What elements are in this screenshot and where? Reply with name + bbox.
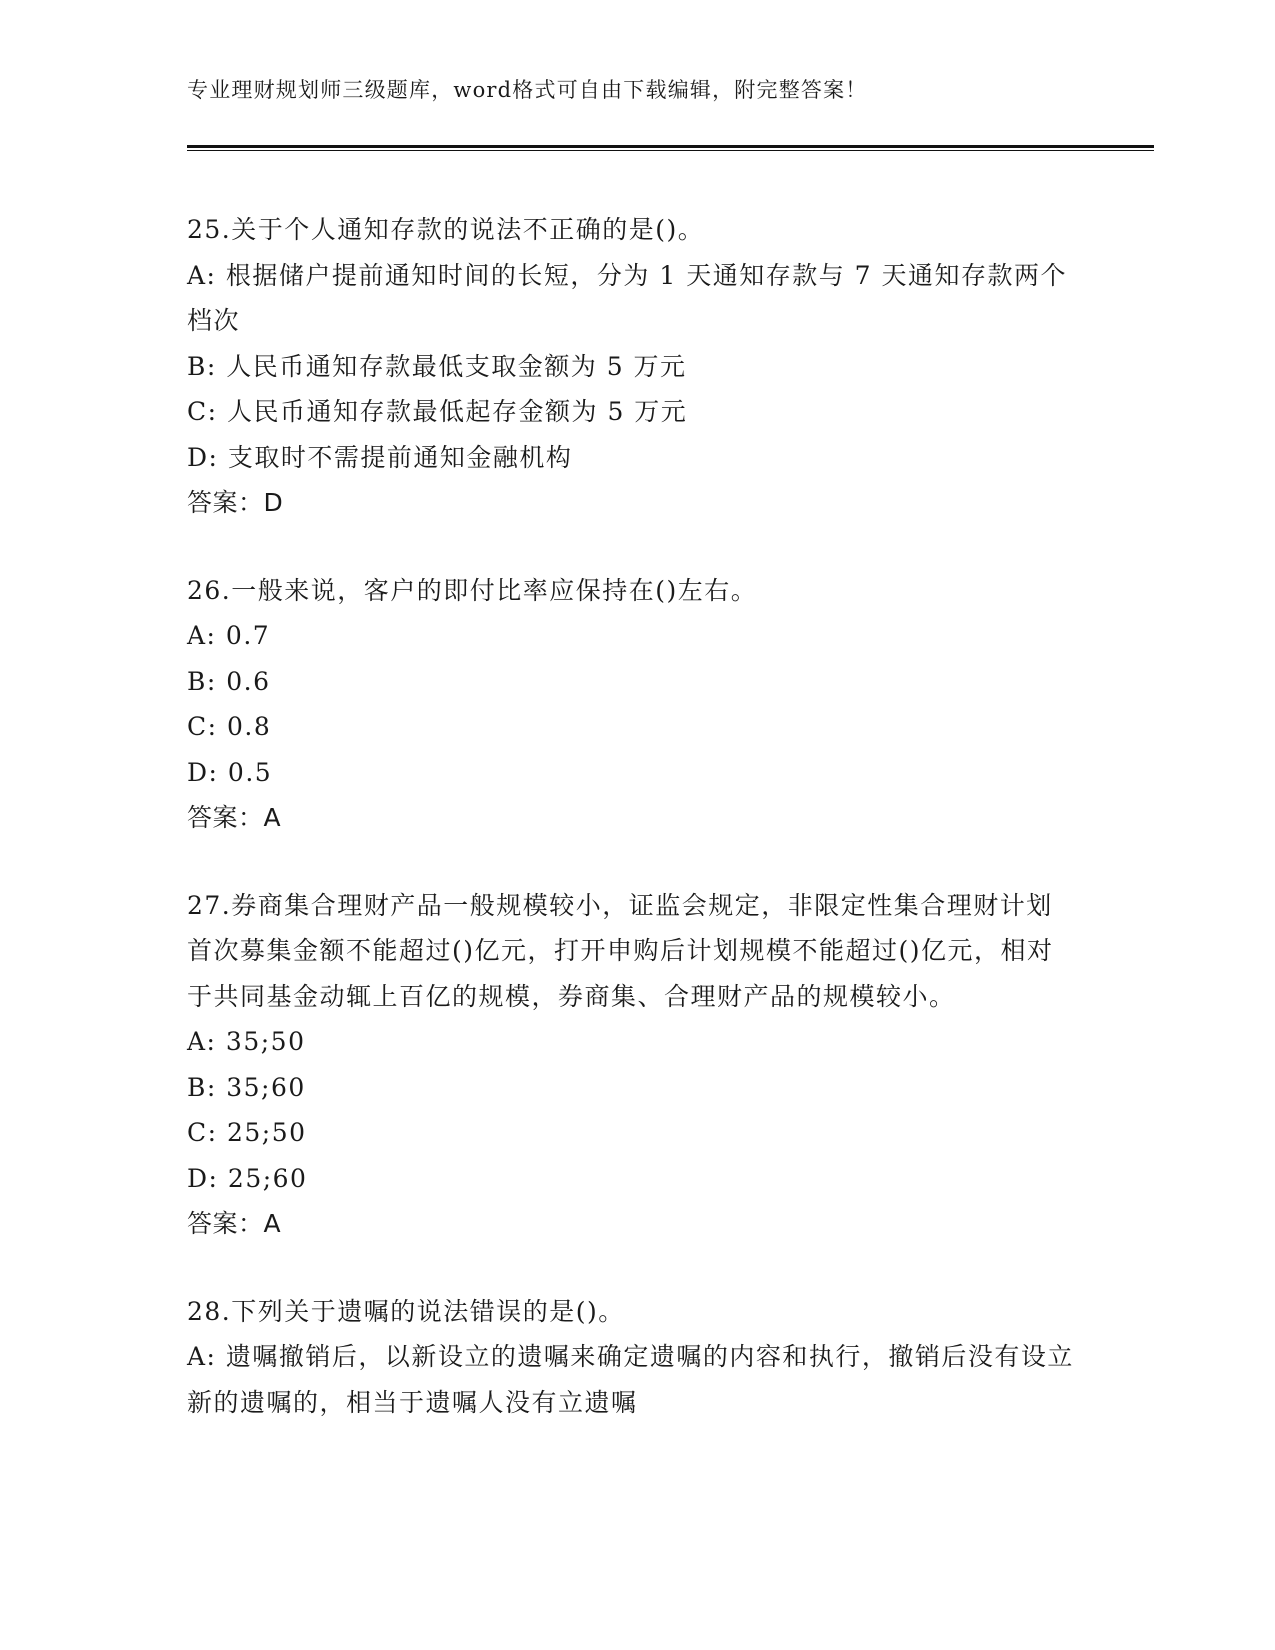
header-divider-thin	[187, 150, 1154, 151]
question-25	[187, 207, 1077, 526]
question-list	[187, 207, 1077, 1467]
question-stem: 25.关于个人通知存款的说法不正确的是()。	[187, 215, 705, 244]
option-d: D: 0.5	[187, 757, 273, 787]
option-d: D: 25;60	[187, 1163, 308, 1193]
option-d: D: 支取时不需提前通知金融机构	[187, 442, 573, 472]
answer-label: 答案：A	[187, 1209, 282, 1238]
page-header: 专业理财规划师三级题库，word格式可自由下载编辑，附完整答案！	[187, 78, 868, 102]
option-c: C: 人民币通知存款最低起存金额为 5 万元	[187, 397, 688, 426]
question-28	[187, 1289, 1077, 1426]
answer-label: 答案：D	[187, 488, 284, 517]
option-b: B: 35;60	[187, 1072, 306, 1102]
header-divider-thick	[187, 145, 1154, 148]
option-a: A: 根据储户提前通知时间的长短，分为 1 天通知存款与 7 天通知存款两个档次	[187, 260, 1068, 335]
option-a: A: 0.7	[187, 621, 271, 650]
option-c: C: 25;50	[187, 1118, 307, 1147]
option-b: B: 0.6	[187, 666, 271, 696]
question-stem: 26.一般来说，客户的即付比率应保持在()左右。	[187, 575, 758, 605]
question-27	[187, 883, 1077, 1247]
option-b: B: 人民币通知存款最低支取金额为 5 万元	[187, 351, 687, 381]
answer-label: 答案：A	[187, 803, 282, 832]
question-stem: 27.券商集合理财产品一般规模较小，证监会规定，非限定性集合理财计划首次募集金额不能超过()亿元，打开申购后计划规模不能超过()亿元，相对于共同基金动辄上百亿的规模，券商集、合理财产品的规模较小。	[187, 890, 1054, 1011]
option-a: A: 遗嘱撤销后，以新设立的遗嘱来确定遗嘱的内容和执行，撤销后没有设立新的遗嘱的，相当于遗嘱人没有立遗嘱	[187, 1342, 1074, 1417]
question-26	[187, 568, 1077, 841]
option-c: C: 0.8	[187, 712, 272, 741]
question-stem: 28.下列关于遗嘱的说法错误的是()。	[187, 1296, 625, 1326]
option-a: A: 35;50	[187, 1027, 306, 1056]
